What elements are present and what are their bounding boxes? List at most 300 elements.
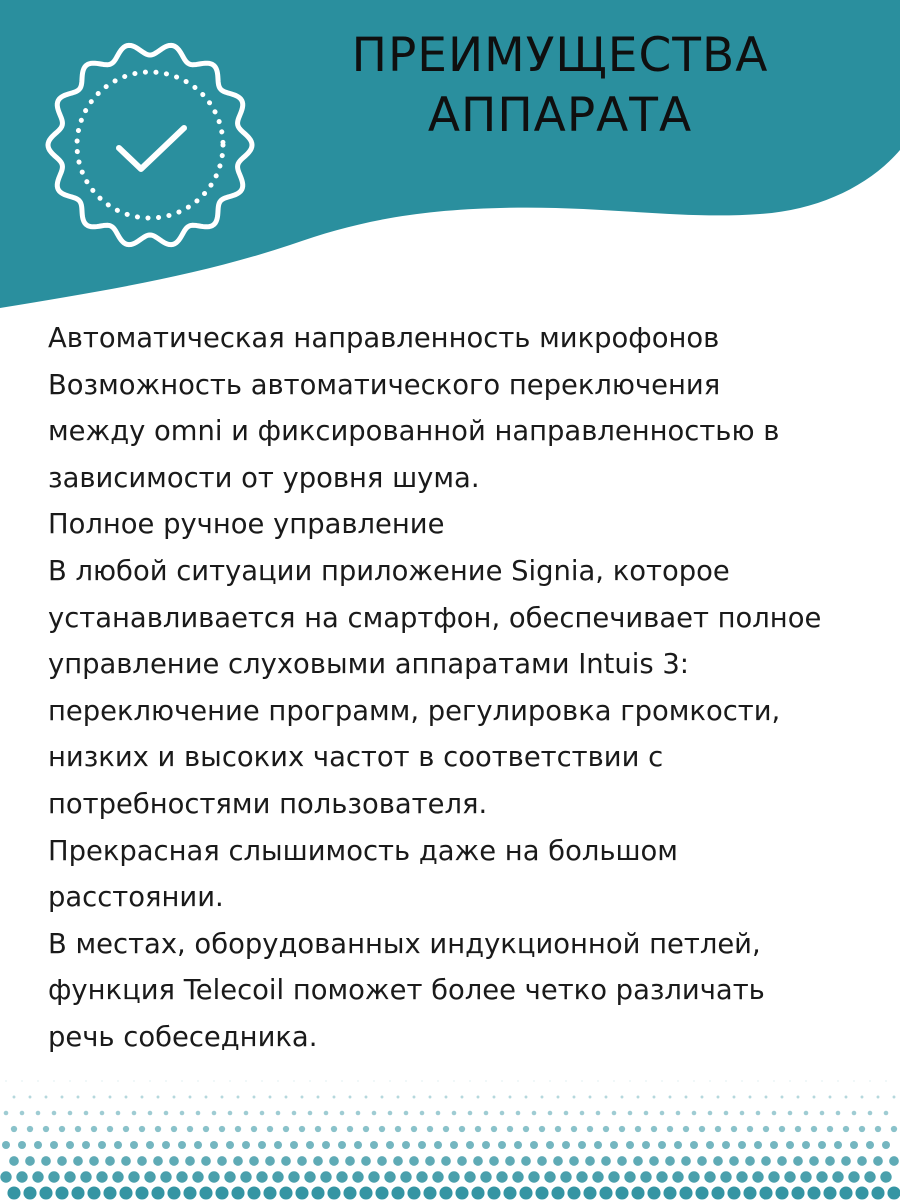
pattern-dot [217, 1156, 227, 1166]
pattern-dot [381, 1096, 384, 1099]
pattern-dot [573, 1096, 576, 1099]
text-line: между omni и фиксированной направленностью в [48, 416, 780, 448]
pattern-dot [482, 1141, 490, 1149]
pattern-dot [804, 1111, 809, 1116]
pattern-dot [619, 1126, 625, 1132]
text-line: потребностями пользователя. [48, 788, 488, 820]
pattern-dot [653, 1096, 656, 1099]
pattern-dot [843, 1126, 849, 1132]
pattern-dot [34, 1141, 42, 1149]
pattern-dot [727, 1186, 740, 1199]
pattern-dot [393, 1156, 403, 1166]
pattern-dot [87, 1186, 100, 1199]
pattern-dot [306, 1141, 314, 1149]
pattern-dot [292, 1111, 297, 1116]
pattern-dot [736, 1171, 747, 1182]
pattern-dot [585, 1156, 595, 1166]
pattern-dot [201, 1156, 211, 1166]
pattern-dot [267, 1126, 273, 1132]
pattern-dot [135, 1186, 148, 1199]
pattern-dot [281, 1156, 291, 1166]
pattern-dot [613, 1080, 614, 1081]
pattern-dot [740, 1111, 745, 1116]
pattern-dot [253, 1096, 256, 1099]
pattern-dot [32, 1171, 43, 1182]
pattern-dot [745, 1156, 755, 1166]
pattern-dot [759, 1186, 772, 1199]
pattern-dot [405, 1080, 406, 1081]
pattern-dot [756, 1111, 761, 1116]
pattern-dot [827, 1126, 833, 1132]
pattern-dot [29, 1096, 32, 1099]
pattern-dot [791, 1186, 804, 1199]
pattern-dot [37, 1080, 38, 1081]
pattern-dot [164, 1111, 169, 1116]
pattern-dot [105, 1156, 115, 1166]
pattern-dot [229, 1080, 230, 1081]
pattern-dot [53, 1080, 54, 1081]
pattern-dot [503, 1186, 516, 1199]
pattern-dot [859, 1126, 865, 1132]
pattern-dot [144, 1171, 155, 1182]
pattern-dot [887, 1186, 900, 1199]
pattern-dot [610, 1141, 618, 1149]
pattern-dot [637, 1096, 640, 1099]
pattern-dot [228, 1111, 233, 1116]
pattern-dot [39, 1186, 52, 1199]
pattern-dot [389, 1080, 390, 1081]
pattern-dot [629, 1080, 630, 1081]
pattern-dot [146, 1141, 154, 1149]
pattern-dot [669, 1096, 672, 1099]
pattern-dot [672, 1171, 683, 1182]
pattern-dot [512, 1171, 523, 1182]
pattern-dot [788, 1111, 793, 1116]
pattern-dot [770, 1141, 778, 1149]
pattern-dot [615, 1186, 628, 1199]
pattern-dot [517, 1080, 518, 1081]
pattern-dot [100, 1111, 105, 1116]
pattern-dot [471, 1186, 484, 1199]
pattern-dot [165, 1080, 166, 1081]
pattern-dot [891, 1126, 897, 1132]
pattern-dot [400, 1171, 411, 1182]
pattern-dot [445, 1096, 448, 1099]
pattern-dot [304, 1171, 315, 1182]
pattern-dot [373, 1080, 374, 1081]
pattern-dot [612, 1111, 617, 1116]
pattern-dot [457, 1156, 467, 1166]
title-line-2: АППАРАТА [427, 88, 693, 143]
pattern-dot [89, 1156, 99, 1166]
pattern-dot [25, 1156, 35, 1166]
pattern-dot [155, 1126, 161, 1132]
pattern-dot [411, 1126, 417, 1132]
pattern-dot [544, 1171, 555, 1182]
pattern-dot [871, 1186, 884, 1199]
pattern-dot [64, 1171, 75, 1182]
pattern-dot [882, 1141, 890, 1149]
pattern-dot [425, 1156, 435, 1166]
pattern-dot [797, 1096, 800, 1099]
pattern-dot [277, 1080, 278, 1081]
pattern-dot [729, 1156, 739, 1166]
pattern-dot [706, 1141, 714, 1149]
pattern-dot [283, 1126, 289, 1132]
pattern-dot [377, 1156, 387, 1166]
pattern-dot [167, 1186, 180, 1199]
pattern-dot [683, 1126, 689, 1132]
pattern-dot [889, 1156, 899, 1166]
pattern-dot [11, 1126, 17, 1132]
pattern-dot [349, 1096, 352, 1099]
pattern-dot [397, 1096, 400, 1099]
pattern-dot [263, 1186, 276, 1199]
pattern-dot [747, 1126, 753, 1132]
pattern-dot [16, 1171, 27, 1182]
pattern-dot [635, 1126, 641, 1132]
pattern-dot [452, 1111, 457, 1116]
pattern-dot [7, 1186, 20, 1199]
pattern-dot [539, 1126, 545, 1132]
pattern-dot [505, 1156, 515, 1166]
text-line: расстоянии. [48, 882, 224, 914]
pattern-dot [363, 1126, 369, 1132]
pattern-dot [841, 1156, 851, 1166]
pattern-dot [293, 1080, 294, 1081]
pattern-dot [137, 1156, 147, 1166]
pattern-dot [274, 1141, 282, 1149]
pattern-dot [617, 1156, 627, 1166]
pattern-dot [336, 1171, 347, 1182]
pattern-dot [532, 1111, 537, 1116]
pattern-dot [473, 1156, 483, 1166]
pattern-dot [484, 1111, 489, 1116]
pattern-dot [507, 1126, 513, 1132]
check-badge-icon [45, 40, 255, 250]
pattern-dot [795, 1126, 801, 1132]
text-line: Возможность автоматического переключения [48, 369, 721, 401]
pattern-dot [731, 1126, 737, 1132]
pattern-dot [565, 1080, 566, 1081]
pattern-dot [713, 1156, 723, 1166]
pattern-dot [811, 1126, 817, 1132]
pattern-dot [813, 1096, 816, 1099]
pattern-dot [173, 1096, 176, 1099]
pattern-dot [555, 1126, 561, 1132]
pattern-dot [9, 1156, 19, 1166]
pattern-dot [189, 1096, 192, 1099]
pattern-dot [71, 1186, 84, 1199]
pattern-dot [107, 1126, 113, 1132]
pattern-dot [434, 1141, 442, 1149]
pattern-dot [763, 1126, 769, 1132]
pattern-dot [4, 1111, 9, 1116]
pattern-dot [388, 1111, 393, 1116]
pattern-dot [61, 1096, 64, 1099]
pattern-dot [501, 1080, 502, 1081]
pattern-dot [715, 1126, 721, 1132]
pattern-dot [628, 1111, 633, 1116]
pattern-dot [128, 1171, 139, 1182]
pattern-dot [123, 1126, 129, 1132]
pattern-dot [761, 1156, 771, 1166]
text-line: зависимости от уровня шума. [48, 462, 480, 494]
text-line: управление слуховыми аппаратами Intuis 3: [48, 649, 689, 681]
pattern-dot [331, 1126, 337, 1132]
pattern-dot [436, 1111, 441, 1116]
text-line: В любой ситуации приложение Signia, которое [48, 555, 730, 587]
pattern-dot [285, 1096, 288, 1099]
pattern-dot [260, 1111, 265, 1116]
pattern-dot [663, 1186, 676, 1199]
pattern-dot [509, 1096, 512, 1099]
pattern-dot [525, 1096, 528, 1099]
pattern-dot [125, 1096, 128, 1099]
pattern-dot [354, 1141, 362, 1149]
pattern-dot [448, 1171, 459, 1182]
pattern-dot [880, 1171, 891, 1182]
pattern-dot [516, 1111, 521, 1116]
pattern-dot [701, 1096, 704, 1099]
pattern-dot [777, 1156, 787, 1166]
pattern-dot [765, 1096, 768, 1099]
pattern-dot [82, 1141, 90, 1149]
pattern-dot [514, 1141, 522, 1149]
pattern-dot [185, 1156, 195, 1166]
pattern-dot [818, 1141, 826, 1149]
pattern-dot [153, 1156, 163, 1166]
pattern-dot [738, 1141, 746, 1149]
pattern-dot [581, 1080, 582, 1081]
pattern-dot [149, 1080, 150, 1081]
pattern-dot [324, 1111, 329, 1116]
pattern-dot [57, 1156, 67, 1166]
pattern-dot [85, 1080, 86, 1081]
pattern-dot [208, 1171, 219, 1182]
pattern-dot [733, 1096, 736, 1099]
pattern-dot [384, 1171, 395, 1182]
pattern-dot [857, 1156, 867, 1166]
pattern-dot [313, 1156, 323, 1166]
pattern-dot [361, 1156, 371, 1166]
pattern-dot [101, 1080, 102, 1081]
pattern-dot [692, 1111, 697, 1116]
pattern-dot [829, 1096, 832, 1099]
pattern-dot [489, 1156, 499, 1166]
pattern-dot [91, 1126, 97, 1132]
pattern-dot [338, 1141, 346, 1149]
pattern-dot [752, 1171, 763, 1182]
pattern-dot [301, 1096, 304, 1099]
pattern-dot [521, 1156, 531, 1166]
pattern-dot [402, 1141, 410, 1149]
pattern-dot [427, 1126, 433, 1132]
pattern-dot [592, 1171, 603, 1182]
pattern-dot [443, 1126, 449, 1132]
pattern-dot [805, 1080, 806, 1081]
pattern-dot [68, 1111, 73, 1116]
pattern-dot [704, 1171, 715, 1182]
pattern-dot [685, 1096, 688, 1099]
pattern-dot [41, 1156, 51, 1166]
pattern-dot [117, 1080, 118, 1081]
pattern-dot [587, 1126, 593, 1132]
pattern-dot [325, 1080, 326, 1081]
pattern-dot [226, 1141, 234, 1149]
pattern-dot [576, 1171, 587, 1182]
pattern-dot [309, 1080, 310, 1081]
pattern-dot [245, 1080, 246, 1081]
pattern-dot [247, 1186, 260, 1199]
pattern-dot [834, 1141, 842, 1149]
pattern-dot [681, 1156, 691, 1166]
pattern-dot [36, 1111, 41, 1116]
pattern-dot [549, 1080, 550, 1081]
pattern-dot [820, 1111, 825, 1116]
pattern-dot [580, 1111, 585, 1116]
pattern-dot [235, 1126, 241, 1132]
pattern-dot [237, 1096, 240, 1099]
pattern-dot [676, 1111, 681, 1116]
pattern-dot [845, 1096, 848, 1099]
pattern-dot [605, 1096, 608, 1099]
pattern-dot [180, 1111, 185, 1116]
pattern-dot [315, 1126, 321, 1132]
title-line-1: ПРЕИМУЩЕСТВА [351, 28, 769, 83]
pattern-dot [893, 1096, 896, 1099]
pattern-dot [757, 1080, 758, 1081]
pattern-dot [631, 1186, 644, 1199]
pattern-dot [437, 1080, 438, 1081]
pattern-dot [541, 1096, 544, 1099]
pattern-dot [624, 1171, 635, 1182]
pattern-dot [466, 1141, 474, 1149]
pattern-dot [160, 1171, 171, 1182]
pattern-dot [530, 1141, 538, 1149]
pattern-dot [233, 1156, 243, 1166]
pattern-dot [864, 1171, 875, 1182]
pattern-dot [439, 1186, 452, 1199]
dot-pattern-decoration [0, 1075, 900, 1200]
pattern-dot [322, 1141, 330, 1149]
pattern-dot [560, 1171, 571, 1182]
pattern-dot [5, 1080, 6, 1081]
pattern-dot [578, 1141, 586, 1149]
pattern-dot [656, 1171, 667, 1182]
pattern-dot [261, 1080, 262, 1081]
pattern-dot [404, 1111, 409, 1116]
pattern-dot [741, 1080, 742, 1081]
pattern-dot [176, 1171, 187, 1182]
pattern-dot [288, 1171, 299, 1182]
pattern-dot [825, 1156, 835, 1166]
pattern-dot [407, 1186, 420, 1199]
pattern-dot [210, 1141, 218, 1149]
pattern-dot [773, 1080, 774, 1081]
pattern-dot [311, 1186, 324, 1199]
pattern-dot [709, 1080, 710, 1081]
pattern-dot [647, 1186, 660, 1199]
pattern-dot [485, 1080, 486, 1081]
pattern-dot [242, 1141, 250, 1149]
pattern-dot [345, 1156, 355, 1166]
text-line: устанавливается на смартфон, обеспечивает полное [48, 602, 822, 634]
pattern-dot [869, 1080, 870, 1081]
pattern-dot [205, 1096, 208, 1099]
pattern-dot [132, 1111, 137, 1116]
pattern-dot [699, 1126, 705, 1132]
pattern-dot [59, 1126, 65, 1132]
pattern-dot [453, 1080, 454, 1081]
pattern-dot [359, 1186, 372, 1199]
text-line: Полное ручное управление [48, 509, 445, 541]
pattern-dot [340, 1111, 345, 1116]
pattern-dot [43, 1126, 49, 1132]
pattern-dot [365, 1096, 368, 1099]
pattern-dot [50, 1141, 58, 1149]
pattern-dot [868, 1111, 873, 1116]
pattern-dot [807, 1186, 820, 1199]
pattern-dot [528, 1171, 539, 1182]
pattern-dot [861, 1096, 864, 1099]
pattern-dot [821, 1080, 822, 1081]
text-line: низких и высоких частот в соответствии с [48, 742, 664, 774]
pattern-dot [265, 1156, 275, 1166]
pattern-dot [603, 1126, 609, 1132]
pattern-dot [103, 1186, 116, 1199]
pattern-dot [420, 1111, 425, 1116]
pattern-dot [884, 1111, 889, 1116]
pattern-dot [832, 1171, 843, 1182]
pattern-dot [779, 1126, 785, 1132]
pattern-dot [139, 1126, 145, 1132]
pattern-dot [224, 1171, 235, 1182]
pattern-dot [477, 1096, 480, 1099]
pattern-dot [212, 1111, 217, 1116]
pattern-dot [73, 1156, 83, 1166]
pattern-dot [781, 1096, 784, 1099]
pattern-dot [244, 1111, 249, 1116]
pattern-dot [855, 1186, 868, 1199]
pattern-dot [722, 1141, 730, 1149]
pattern-dot [48, 1171, 59, 1182]
pattern-dot [133, 1080, 134, 1081]
pattern-dot [853, 1080, 854, 1081]
advantages-text [48, 316, 888, 1062]
pattern-dot [688, 1171, 699, 1182]
pattern-dot [551, 1186, 564, 1199]
pattern-dot [786, 1141, 794, 1149]
pattern-dot [75, 1126, 81, 1132]
pattern-dot [192, 1171, 203, 1182]
pattern-dot [725, 1080, 726, 1081]
pattern-dot [416, 1171, 427, 1182]
text-line: Автоматическая направленность микрофонов [48, 323, 720, 354]
pattern-dot [594, 1141, 602, 1149]
pattern-dot [27, 1126, 33, 1132]
pattern-dot [491, 1126, 497, 1132]
pattern-dot [148, 1111, 153, 1116]
pattern-dot [413, 1096, 416, 1099]
pattern-dot [553, 1156, 563, 1166]
pattern-dot [793, 1156, 803, 1166]
pattern-dot [429, 1096, 432, 1099]
pattern-dot [839, 1186, 852, 1199]
pattern-dot [290, 1141, 298, 1149]
pattern-dot [562, 1141, 570, 1149]
pattern-dot [169, 1156, 179, 1166]
